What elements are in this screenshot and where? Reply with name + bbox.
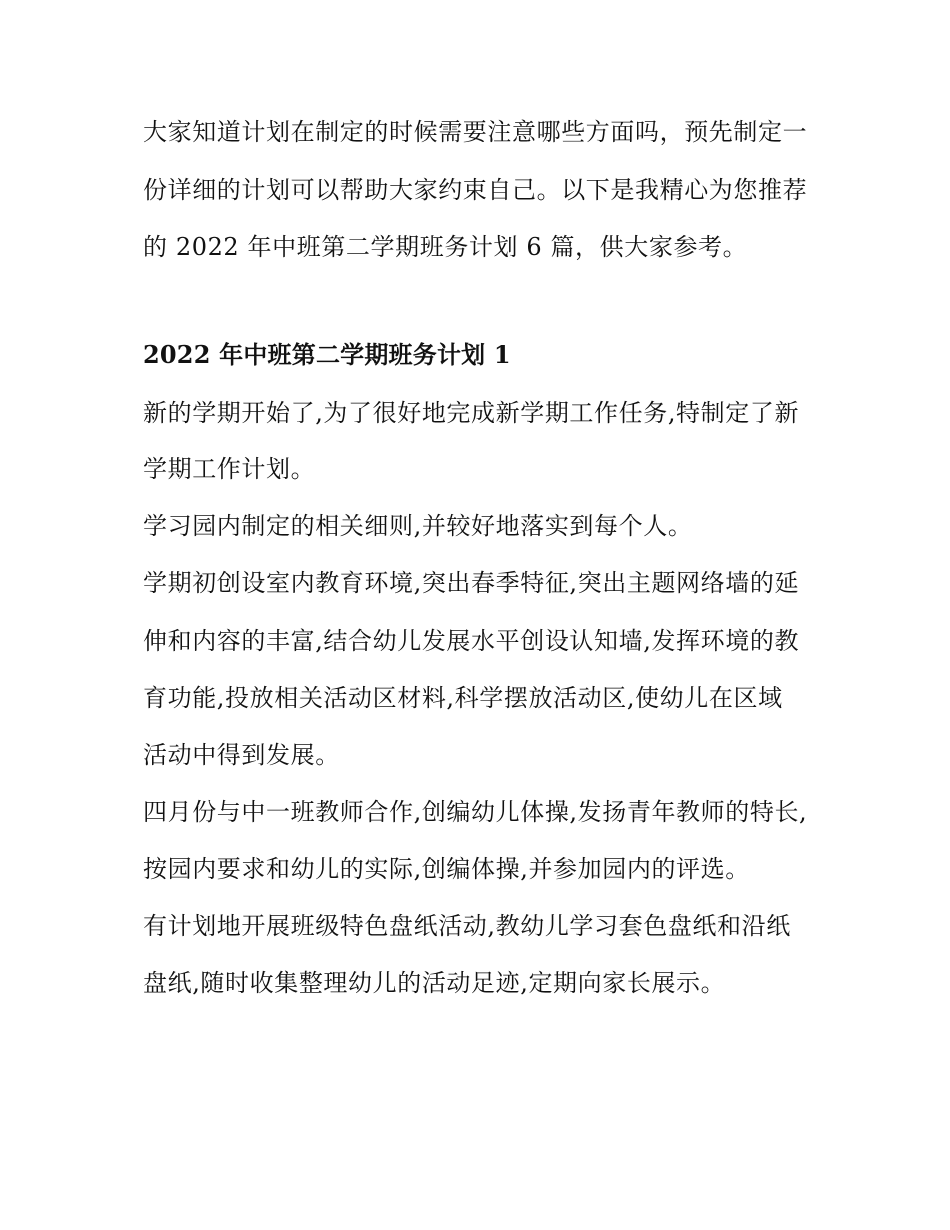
paragraph-5-line-2: 盘纸,随时收集整理幼儿的活动足迹,定期向家长展示。: [143, 969, 726, 997]
intro-line-3: 的 2022 年中班第二学期班务计划 6 篇，供大家参考。: [143, 233, 748, 261]
paragraph-2-line-1: 学习园内制定的相关细则,并较好地落实到每个人。: [143, 512, 693, 540]
paragraph-1-line-1: 新的学期开始了,为了很好地完成新学期工作任务,特制定了新: [143, 399, 800, 427]
paragraph-4-line-1: 四月份与中一班教师合作,创编幼儿体操,发扬青年教师的特长,: [143, 798, 808, 826]
paragraph-4-line-2: 按园内要求和幼儿的实际,创编体操,并参加园内的评选。: [143, 855, 750, 883]
paragraph-1-line-2: 学期工作计划。: [143, 455, 316, 483]
intro-line-2: 份详细的计划可以帮助大家约束自己。以下是我精心为您推荐: [143, 176, 808, 204]
paragraph-3-line-2: 伸和内容的丰富,结合幼儿发展水平创设认知墙,发挥环境的教: [143, 627, 800, 655]
paragraph-5-line-1: 有计划地开展班级特色盘纸活动,教幼儿学习套色盘纸和沿纸: [143, 912, 791, 940]
paragraph-3-line-1: 学期初创设室内教育环境,突出春季特征,突出主题网络墙的延: [143, 569, 800, 597]
paragraph-3-line-4: 活动中得到发展。: [143, 741, 340, 769]
intro-line-1: 大家知道计划在制定的时候需要注意哪些方面吗，预先制定一: [143, 118, 808, 146]
section-heading: 2022 年中班第二学期班务计划 1: [143, 340, 511, 369]
paragraph-3-line-3: 育功能,投放相关活动区材料,科学摆放活动区,使幼儿在区域: [143, 684, 783, 712]
